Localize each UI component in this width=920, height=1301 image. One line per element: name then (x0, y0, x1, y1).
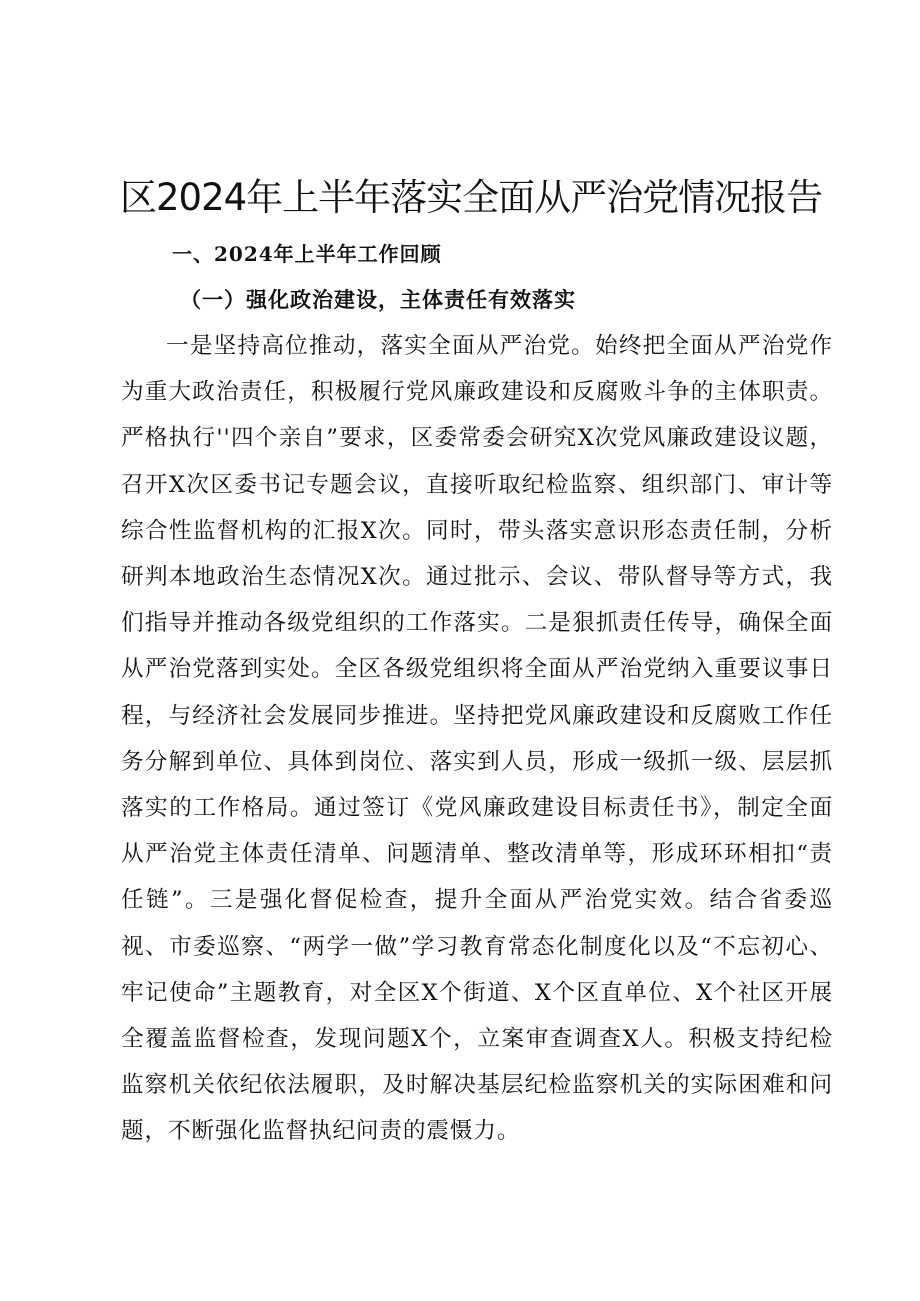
section-heading: 一、2024年上半年工作回顾 (172, 242, 442, 266)
subsection-heading: （一）强化政治建设，主体责任有效落实 (180, 287, 576, 312)
body-paragraph: 一是坚持高位推动，落实全面从严治党。始终把全面从严治党作为重大政治责任，积极履行党风廉政建设和反腐败斗争的主体职责。严格执行''四个亲自”要求，区委常委会研究X次党风廉政建设议题，召开X次区委书记专题会议，直接听取纪检监察、组织部门、审计等综合性监督机构的汇报X次。同时，带头落实意识形态责任制，分析研判本地政治生态情况X次。通过批示、会议、带队督导等方式，我们指导并推动各级党组织的工作落实。二是狠抓责任传导，确保全面从严治党落到实处。全区各级党组织将全面从严治党纳入重要议事日程，与经济社会发展同步推进。坚持把党风廉政建设和反腐败工作任务分解到单位、具体到岗位、落实到人员，形成一级抓一级、层层抓落实的工作格局。通过签订《党风廉政建设目标责任书》，制定全面从严治党主体责任清单、问题清单、整改清单等，形成环环相扣“责任链”。三是强化督促检查，提升全面从严治党实效。结合省委巡视、市委巡察、“两学一做”学习教育常态化制度化以及“不忘初心、牢记使命”主题教育，对全区X个街道、X个区直单位、X个社区开展全覆盖监督检查，发现问题X个，立案审查调查X人。积极支持纪检监察机关依纪依法履职，及时解决基层纪检监察机关的实际困难和问题，不断强化监督执纪问责的震慑力。 (121, 333, 833, 1145)
document-title: 区2024年上半年落实全面从严治党情况报告 (120, 176, 823, 219)
